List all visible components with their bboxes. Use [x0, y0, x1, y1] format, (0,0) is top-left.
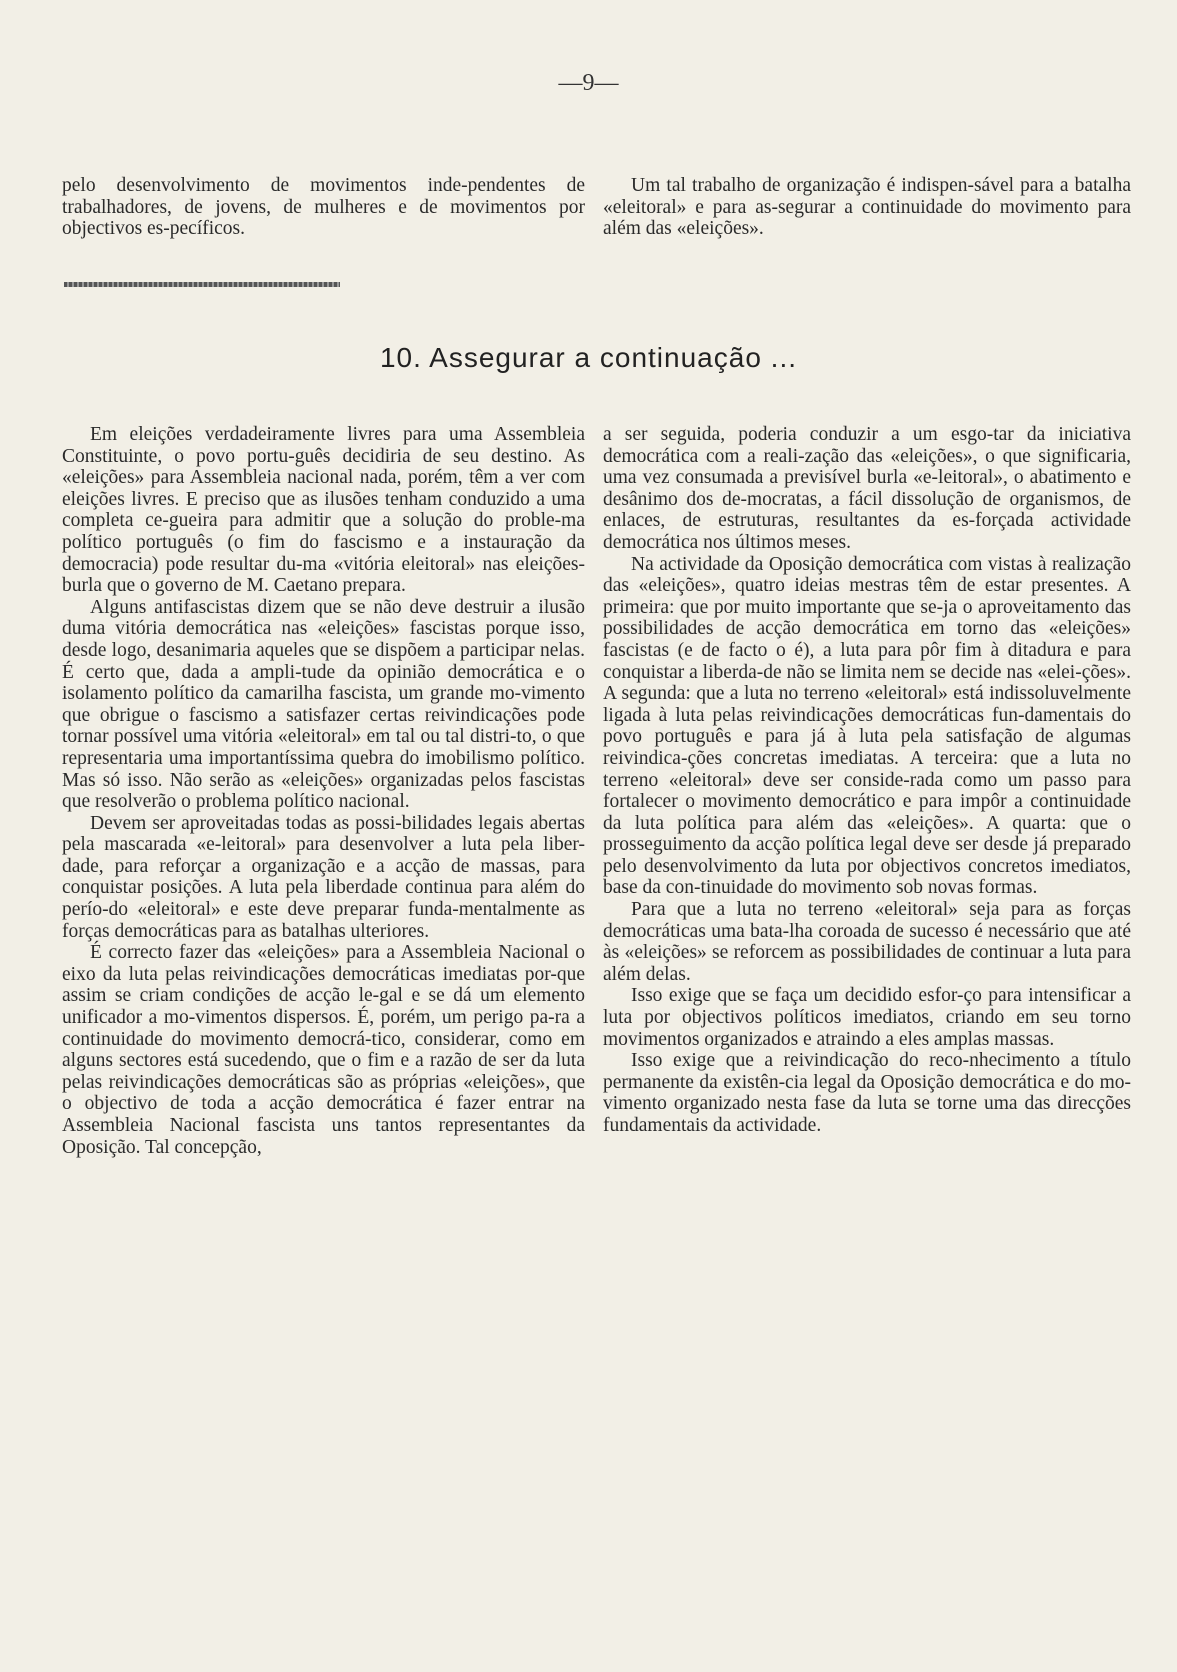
paragraph: a ser seguida, poderia conduzir a um esgo-tar da iniciativa democrática com a reali-zação das «eleições», o que significaria, uma vez consumada a previsível burla «e-leitoral», o abatimento e desânimo dos de-mocratas, a fácil dissolução de organismos, de enlaces, de estruturas, resultantes da es-forçada actividade democrática nos últimos meses.	[603, 424, 1131, 553]
paragraph: Um tal trabalho de organização é indispen-sável para a batalha «eleitoral» e para as-segurar a continuidade do movimento para além das «eleições».	[603, 175, 1131, 240]
paragraph: É correcto fazer das «eleições» para a Assembleia Nacional o eixo da luta pelas reivindicações democráticas imediatas por-que assim se criam condições de acção le-gal e se dá um elemento unificador a mo-vimentos dispersos. É, porém, um perigo pa-ra a continuidade do movimento democrá-tico, considerar, como em alguns sectores está sucedendo, que o fim e a razão de ser da luta pelas reivindicações democráticas são as próprias «eleições», que o objectivo de toda a acção democrática é fazer entrar na Assembleia Nacional fascista uns tantos representantes da Oposição. Tal concepção,	[62, 942, 585, 1158]
paragraph: Para que a luta no terreno «eleitoral» seja para as forças democráticas uma bata-lha coroada de sucesso é necessário que até às «eleições» se reforcem as possibilidades de continuar a luta para além delas.	[603, 899, 1131, 985]
paragraph: Devem ser aproveitadas todas as possi-bilidades legais abertas pela mascarada «e-leitoral» para desenvolver a luta pela liber-dade, para reforçar a organização e a acção de massas, para conquistar posições. A luta pela liberdade continua para além do perío-do «eleitoral» e este deve preparar funda-mentalmente as forças democráticas para as batalhas ulteriores.	[62, 812, 585, 942]
paragraph: Na actividade da Oposição democrática com vistas à realização das «eleições», quatro ideias mestras têm de estar presentes. A primeira: que por muito importante que se-ja o aproveitamento das possibilidades de acção democrática em torno das «eleições» fascistas (e de facto o é), a luta para pôr fim à ditadura e para conquistar a liberda-de não se limita nem se decide nas «elei-ções». A segunda: que a luta no terreno «eleitoral» está indissoluvelmente ligada à luta pelas reivindicações democráticas fun-damentais do povo português e para já à luta pela satisfação de algumas reivindica-ções concretas imediatas. A terceira: que a luta no terreno «eleitoral» deve ser conside-rada como um passo para fortalecer o movimento democrático e para impôr a continuidade da luta política para além das «eleições». A quarta: que o prosseguimento da acção política legal deve ser desde já preparado pelo desenvolvimento da luta por objectivos concretos imediatos, base da con-tinuidade do movimento sob novas formas.	[603, 553, 1131, 899]
left-column	[62, 424, 585, 1158]
paragraph: Isso exige que a reivindicação do reco-nhecimento a título permanente da existên-cia legal da Oposição democrática e do mo-vimento organizado nesta fase da luta se torne uma das direcções fundamentais da actividade.	[603, 1050, 1131, 1136]
top-right-paragraph	[603, 175, 1131, 240]
paragraph: Em eleições verdadeiramente livres para uma Assembleia Constituinte, o povo portu-guês decidiria de seu destino. As «eleições» para Assembleia nacional nada, porém, têm a ver com eleições livres. E preciso que as ilusões tenham conduzido a uma completa ce-gueira para admitir que a solução do proble-ma político português (o fim do fascismo e a instauração da democracia) pode resultar du-ma «vitória eleitoral» nas eleições-burla que o governo de M. Caetano prepara.	[62, 424, 585, 597]
section-divider	[64, 282, 340, 287]
paragraph: pelo desenvolvimento de movimentos inde-pendentes de trabalhadores, de jovens, de mulheres e de movimentos por objectivos es-pecíficos.	[62, 175, 585, 240]
paragraph: Isso exige que se faça um decidido esfor-ço para intensificar a luta por objectivos políticos imediatos, criando em seu torno movimentos organizados e atraindo a eles amplas massas.	[603, 985, 1131, 1050]
top-left-paragraph	[62, 175, 585, 240]
right-column	[603, 424, 1131, 1137]
paragraph: Alguns antifascistas dizem que se não deve destruir a ilusão duma vitória democrática nas «eleições» fascistas porque isso, desde logo, desanimaria aqueles que se dispõem a participar nelas. É certo que, dada a ampli-tude da opinião democrática e o isolamento político da camarilha fascista, um grande mo-vimento que obrigue o fascismo a satisfazer certas reivindicações pode tornar possível uma vitória «eleitoral» em tal ou tal distri-to, o que representaria uma importantíssima quebra do imobilismo político. Mas só isso. Não serão as «eleições» organizadas pelos fascistas que resolverão o problema político nacional.	[62, 596, 585, 813]
page-number: —9—	[558, 70, 619, 96]
section-heading: 10. Assegurar a continuação ...	[379, 342, 798, 373]
